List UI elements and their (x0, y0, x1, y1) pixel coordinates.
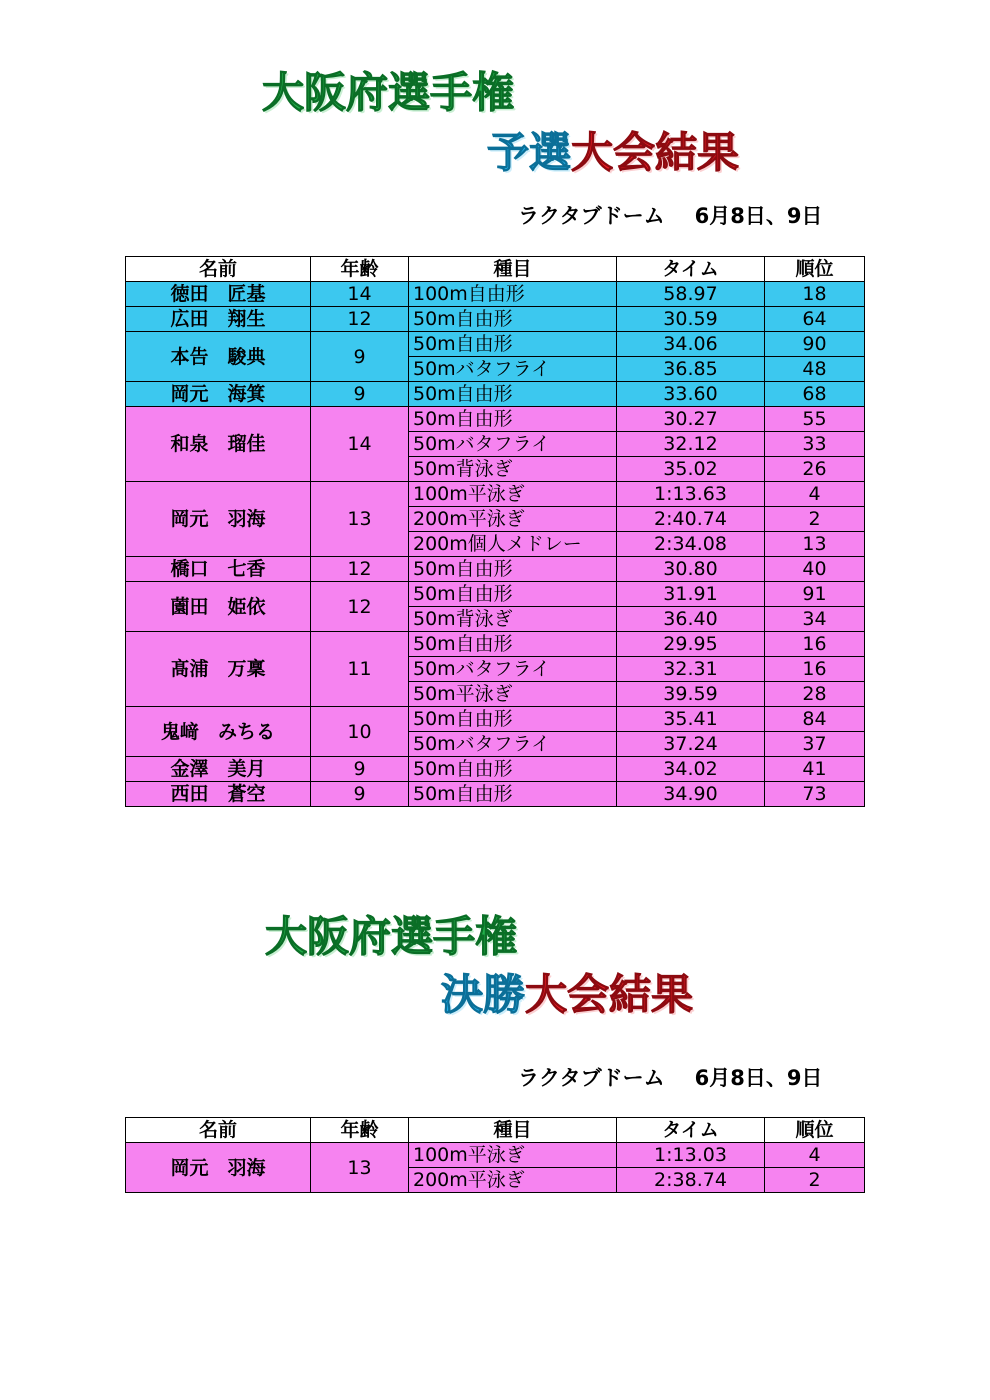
event-rank: 64 (765, 307, 865, 332)
event-time: 1:13.03 (617, 1143, 765, 1168)
event-time: 35.41 (617, 707, 765, 732)
event-rank: 26 (765, 457, 865, 482)
swimmer-age: 12 (311, 582, 409, 632)
swimmer-age: 14 (311, 282, 409, 307)
header-event: 種目 (409, 1118, 617, 1143)
table-row (126, 632, 865, 657)
table-row (126, 282, 865, 307)
event-name: 50m自由形 (409, 757, 617, 782)
event-rank: 37 (765, 732, 865, 757)
event-time: 36.40 (617, 607, 765, 632)
event-time: 30.80 (617, 557, 765, 582)
event-name: 200m平泳ぎ (409, 507, 617, 532)
event-time: 34.06 (617, 332, 765, 357)
event-name: 100m平泳ぎ (409, 482, 617, 507)
header-time: タイム (617, 1118, 765, 1143)
swimmer-age: 9 (311, 332, 409, 382)
prelim-venue-line (518, 203, 822, 229)
event-time: 2:40.74 (617, 507, 765, 532)
swimmer-age: 13 (311, 1143, 409, 1193)
event-rank: 18 (765, 282, 865, 307)
swimmer-age: 12 (311, 307, 409, 332)
event-time: 2:38.74 (617, 1168, 765, 1193)
event-name: 50m自由形 (409, 557, 617, 582)
swimmer-age: 12 (311, 557, 409, 582)
table-row (126, 482, 865, 507)
swimmer-age: 11 (311, 632, 409, 707)
swimmer-name: 鬼﨑 みちる (126, 707, 311, 757)
event-time: 33.60 (617, 382, 765, 407)
event-rank: 90 (765, 332, 865, 357)
swimmer-name: 岡元 羽海 (126, 1143, 311, 1193)
table-row (126, 307, 865, 332)
event-rank: 2 (765, 507, 865, 532)
swimmer-name: 薗田 姫依 (126, 582, 311, 632)
event-name: 50m自由形 (409, 707, 617, 732)
final-results-table (125, 1117, 865, 1193)
final-title-stage: 決勝 (441, 970, 526, 1019)
event-rank: 84 (765, 707, 865, 732)
final-table-body (126, 1143, 865, 1193)
swimmer-name: 岡元 海箕 (126, 382, 311, 407)
event-time: 29.95 (617, 632, 765, 657)
event-rank: 34 (765, 607, 865, 632)
swimmer-age: 9 (311, 757, 409, 782)
event-time: 34.02 (617, 757, 765, 782)
event-name: 50m自由形 (409, 632, 617, 657)
table-row (126, 707, 865, 732)
event-time: 31.91 (617, 582, 765, 607)
event-name: 100m自由形 (409, 282, 617, 307)
swimmer-age: 13 (311, 482, 409, 557)
event-rank: 33 (765, 432, 865, 457)
event-name: 50m自由形 (409, 307, 617, 332)
swimmer-name: 広田 翔生 (126, 307, 311, 332)
swimmer-name: 徳田 匠基 (126, 282, 311, 307)
swimmer-name: 橋口 七香 (126, 557, 311, 582)
event-rank: 73 (765, 782, 865, 807)
table-header-row (126, 257, 865, 282)
header-age: 年齢 (311, 257, 409, 282)
swimmer-name: 西田 蒼空 (126, 782, 311, 807)
event-name: 200m個人メドレー (409, 532, 617, 557)
final-venue-line (518, 1065, 822, 1091)
prelim-title-results: 大会結果 (571, 128, 740, 177)
event-time: 30.27 (617, 407, 765, 432)
event-rank: 16 (765, 657, 865, 682)
swimmer-age: 9 (311, 782, 409, 807)
event-rank: 41 (765, 757, 865, 782)
event-time: 2:34.08 (617, 532, 765, 557)
event-name: 50m背泳ぎ (409, 457, 617, 482)
event-rank: 16 (765, 632, 865, 657)
final-dates: 6月8日、9日 (694, 1066, 823, 1090)
event-time: 37.24 (617, 732, 765, 757)
event-time: 32.31 (617, 657, 765, 682)
table-row (126, 407, 865, 432)
event-time: 30.59 (617, 307, 765, 332)
event-rank: 28 (765, 682, 865, 707)
event-rank: 4 (765, 482, 865, 507)
header-name: 名前 (126, 1118, 311, 1143)
prelim-title-line2 (487, 128, 739, 178)
event-name: 100m平泳ぎ (409, 1143, 617, 1168)
event-rank: 2 (765, 1168, 865, 1193)
event-time: 35.02 (617, 457, 765, 482)
event-time: 34.90 (617, 782, 765, 807)
table-row (126, 382, 865, 407)
event-time: 1:13.63 (617, 482, 765, 507)
swimmer-name: 金澤 美月 (126, 757, 311, 782)
final-title-results: 大会結果 (525, 970, 694, 1019)
event-name: 50m背泳ぎ (409, 607, 617, 632)
event-name: 200m平泳ぎ (409, 1168, 617, 1193)
prelim-title-line1: 大阪府選手権 (262, 68, 515, 117)
event-time: 32.12 (617, 432, 765, 457)
event-rank: 40 (765, 557, 865, 582)
prelim-results-table (125, 256, 865, 807)
event-name: 50mバタフライ (409, 432, 617, 457)
swimmer-age: 10 (311, 707, 409, 757)
prelim-dates: 6月8日、9日 (694, 204, 823, 228)
event-time: 39.59 (617, 682, 765, 707)
event-name: 50mバタフライ (409, 357, 617, 382)
event-rank: 55 (765, 407, 865, 432)
event-name: 50m自由形 (409, 382, 617, 407)
table-header-row (126, 1118, 865, 1143)
header-time: タイム (617, 257, 765, 282)
prelim-table-body (126, 282, 865, 807)
event-name: 50mバタフライ (409, 732, 617, 757)
event-name: 50m自由形 (409, 407, 617, 432)
swimmer-name: 和泉 瑠佳 (126, 407, 311, 482)
event-time: 36.85 (617, 357, 765, 382)
event-rank: 91 (765, 582, 865, 607)
event-rank: 68 (765, 382, 865, 407)
swimmer-age: 9 (311, 382, 409, 407)
final-title-line2 (441, 970, 693, 1020)
header-event: 種目 (409, 257, 617, 282)
header-name: 名前 (126, 257, 311, 282)
prelim-venue: ラクタブドーム (518, 204, 665, 228)
table-row (126, 557, 865, 582)
swimmer-name: 岡元 羽海 (126, 482, 311, 557)
swimmer-name: 本告 駿典 (126, 332, 311, 382)
event-rank: 13 (765, 532, 865, 557)
header-rank: 順位 (765, 1118, 865, 1143)
table-row (126, 782, 865, 807)
header-age: 年齢 (311, 1118, 409, 1143)
swimmer-name: 髙浦 万稟 (126, 632, 311, 707)
table-row (126, 1143, 865, 1168)
event-rank: 48 (765, 357, 865, 382)
table-row (126, 332, 865, 357)
table-row (126, 582, 865, 607)
event-name: 50m平泳ぎ (409, 682, 617, 707)
final-title-line1: 大阪府選手権 (265, 912, 518, 961)
prelim-title-stage: 予選 (487, 128, 572, 177)
final-venue: ラクタブドーム (518, 1066, 665, 1090)
swimmer-age: 14 (311, 407, 409, 482)
event-name: 50mバタフライ (409, 657, 617, 682)
header-rank: 順位 (765, 257, 865, 282)
event-name: 50m自由形 (409, 782, 617, 807)
event-name: 50m自由形 (409, 332, 617, 357)
event-name: 50m自由形 (409, 582, 617, 607)
event-rank: 4 (765, 1143, 865, 1168)
table-row (126, 757, 865, 782)
event-time: 58.97 (617, 282, 765, 307)
